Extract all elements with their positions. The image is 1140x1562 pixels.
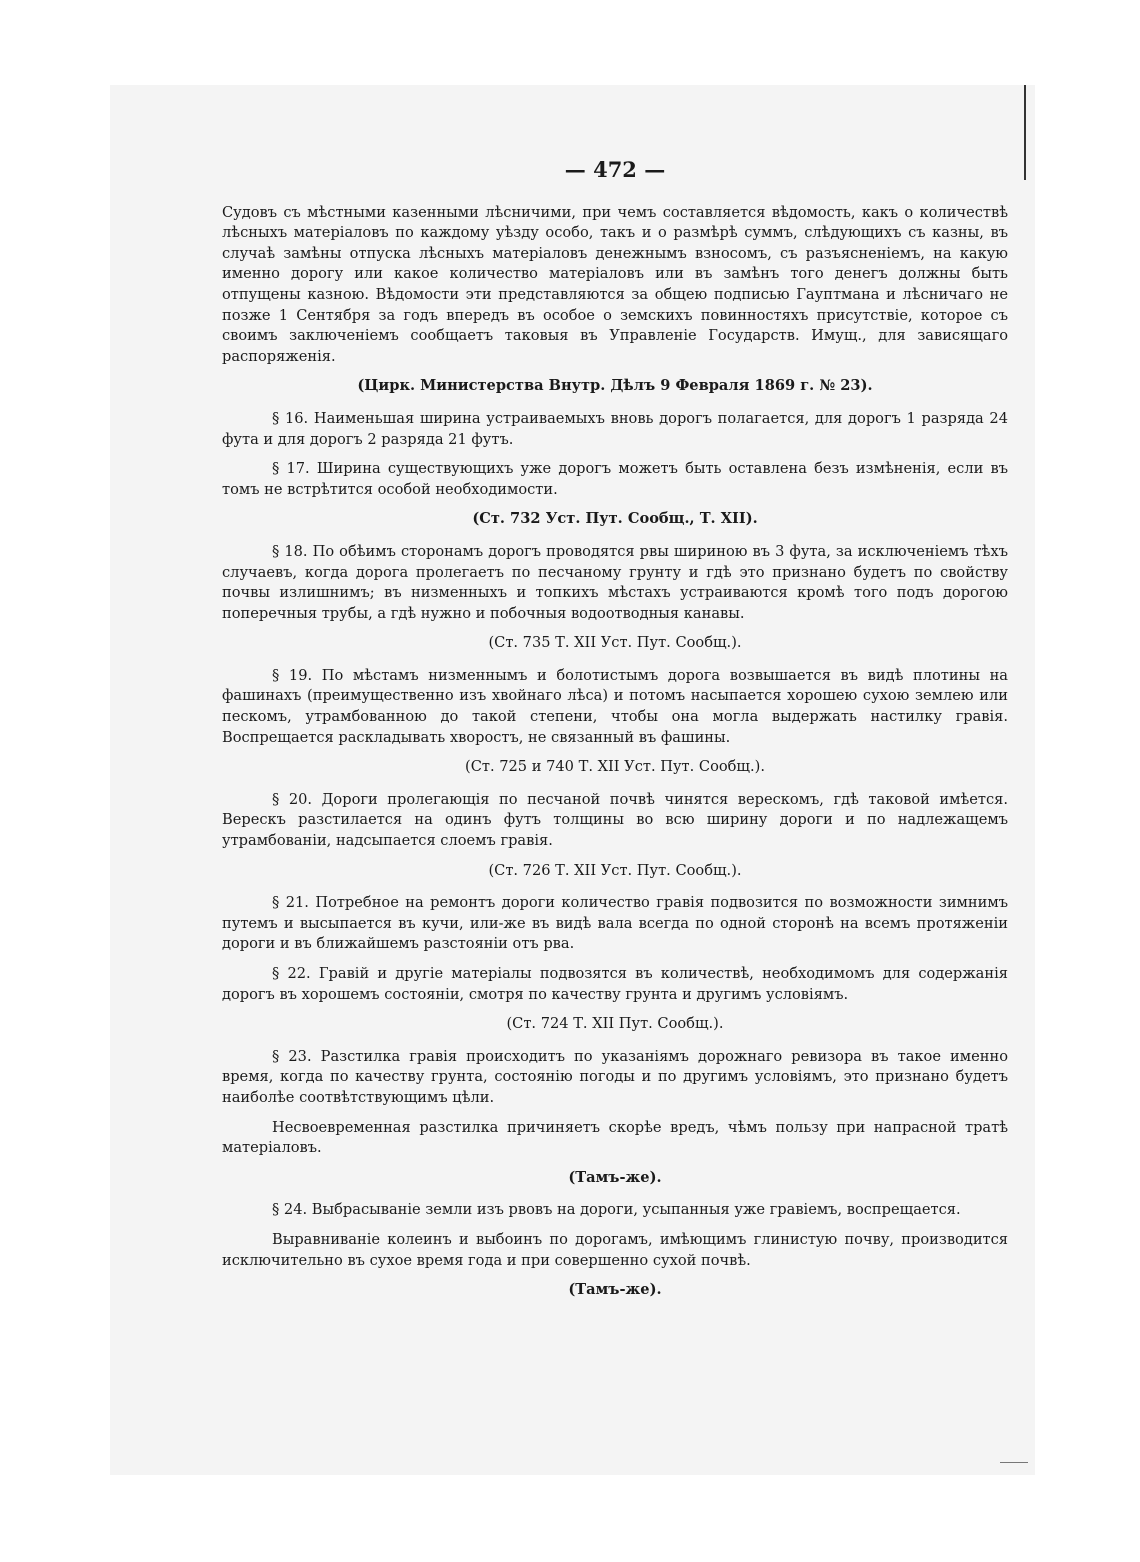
- section-18: § 18. По обѣимъ сторонамъ дорогъ проводятся рвы шириною въ 3 фута, за исключеніемъ тѣхъ случаевъ, когда дорога пролегаетъ по песчаному грунту и гдѣ это признано будетъ по свойству почвы излишнимъ; въ низменныхъ и топкихъ мѣстахъ устраиваются кромѣ того подъ дорогою поперечныя трубы, а гдѣ нужно и побочныя водоотводныя канавы.: [222, 542, 1008, 622]
- section-24-note: Выравниваніе колеинъ и выбоинъ по дорогамъ, имѣющимъ глинистую почву, производится исключительно въ сухое время года и при совершенно сухой почвѣ.: [222, 1230, 1008, 1269]
- citation-circular: (Цирк. Министерства Внутр. Дѣлъ 9 Февраля 1869 г. № 23).: [357, 377, 873, 395]
- section-24: § 24. Выбрасываніе земли изъ рвовъ на дороги, усыпанныя уже гравіемъ, воспрещается.: [272, 1201, 961, 1219]
- paragraph-continuation: Судовъ съ мѣстными казенными лѣсничими, при чемъ составляется вѣдомость, какъ о количествѣ лѣсныхъ матеріаловъ по каждому уѣзду особо, такъ и о размѣрѣ суммъ, слѣдующихъ съ казны, въ случаѣ замѣны отпуска лѣсныхъ матеріаловъ денежнымъ взносомъ, съ разъясненіемъ, на какую именно дорогу или какое количество матеріаловъ или въ замѣнъ того денегъ должны быть отпущены казною. Вѣдомости эти представляются за общею подписью Гауптмана и лѣсничаго не позже 1 Сентября за годъ впередъ въ особое о земскихъ повинностяхъ присутствіе, которое съ своимъ заключеніемъ сообщаетъ таковыя въ Управленіе Государств. Имущ., для зависящаго распоряженія.: [222, 203, 1008, 365]
- binding-edge-line: [1024, 85, 1026, 180]
- citation-tamzhe-1: (Тамъ-же).: [568, 1168, 662, 1186]
- citation-726: (Ст. 726 Т. XII Уст. Пут. Сообщ.).: [488, 861, 742, 879]
- section-22: § 22. Гравій и другіе матеріалы подвозятся въ количествѣ, необходимомъ для содержанія дорогъ въ хорошемъ состояніи, смотря по качеству грунта и другимъ условіямъ.: [222, 965, 1008, 1003]
- section-17: § 17. Ширина существующихъ уже дорогъ можетъ быть оставлена безъ измѣненія, если въ томъ не встрѣтится особой необходимости.: [222, 460, 1008, 498]
- document-body: [222, 157, 1008, 1313]
- section-19: § 19. По мѣстамъ низменнымъ и болотистымъ дорога возвышается въ видѣ плотины на фашинахъ (преимущественно изъ хвойнаго лѣса) и потомъ насыпается хорошею сухою землею или пескомъ, утрамбованною до такой степени, чтобы она могла выдержать настилку гравія. Воспрещается раскладывать хворостъ, не связанный въ фашины.: [222, 666, 1008, 746]
- citation-724: (Ст. 724 Т. XII Пут. Сообщ.).: [506, 1015, 724, 1033]
- citation-735: (Ст. 735 Т. XII Уст. Пут. Сообщ.).: [488, 634, 742, 652]
- citation-732: (Ст. 732 Уст. Пут. Сообщ., Т. XII).: [472, 510, 758, 528]
- section-20: § 20. Дороги пролегающія по песчаной почвѣ чинятся верескомъ, гдѣ таковой имѣется. Верескъ разстилается на одинъ футъ толщины во всю ширину дороги и по надлежащемъ утрамбованіи, надсыпается слоемъ гравія.: [222, 790, 1008, 850]
- section-21: § 21. Потребное на ремонтъ дороги количество гравія подвозится по возможности зимнимъ путемъ и высыпается въ кучи, или-же въ видѣ вала всегда по одной сторонѣ на всемъ протяженіи дороги и въ ближайшемъ разстояніи отъ рва.: [222, 894, 1008, 953]
- page-number: — 472 —: [564, 157, 666, 182]
- scan-edge-mark: [1000, 1462, 1028, 1463]
- section-23-note: Несвоевременная разстилка причиняетъ скорѣе вредъ, чѣмъ пользу при напрасной тратѣ матеріаловъ.: [222, 1118, 1008, 1157]
- section-23: § 23. Разстилка гравія происходитъ по указаніямъ дорожнаго ревизора въ такое именно время, когда по качеству грунта, состоянію погоды и по другимъ условіямъ, это признано будетъ наиболѣе соотвѣтствующимъ цѣли.: [222, 1047, 1008, 1106]
- citation-tamzhe-2: (Тамъ-же).: [568, 1281, 662, 1299]
- section-16: § 16. Наименьшая ширина устраиваемыхъ вновь дорогъ полагается, для дорогъ 1 разряда 24 фута и для дорогъ 2 разряда 21 футъ.: [222, 409, 1008, 448]
- citation-725-740: (Ст. 725 и 740 Т. XII Уст. Пут. Сообщ.).: [465, 758, 765, 776]
